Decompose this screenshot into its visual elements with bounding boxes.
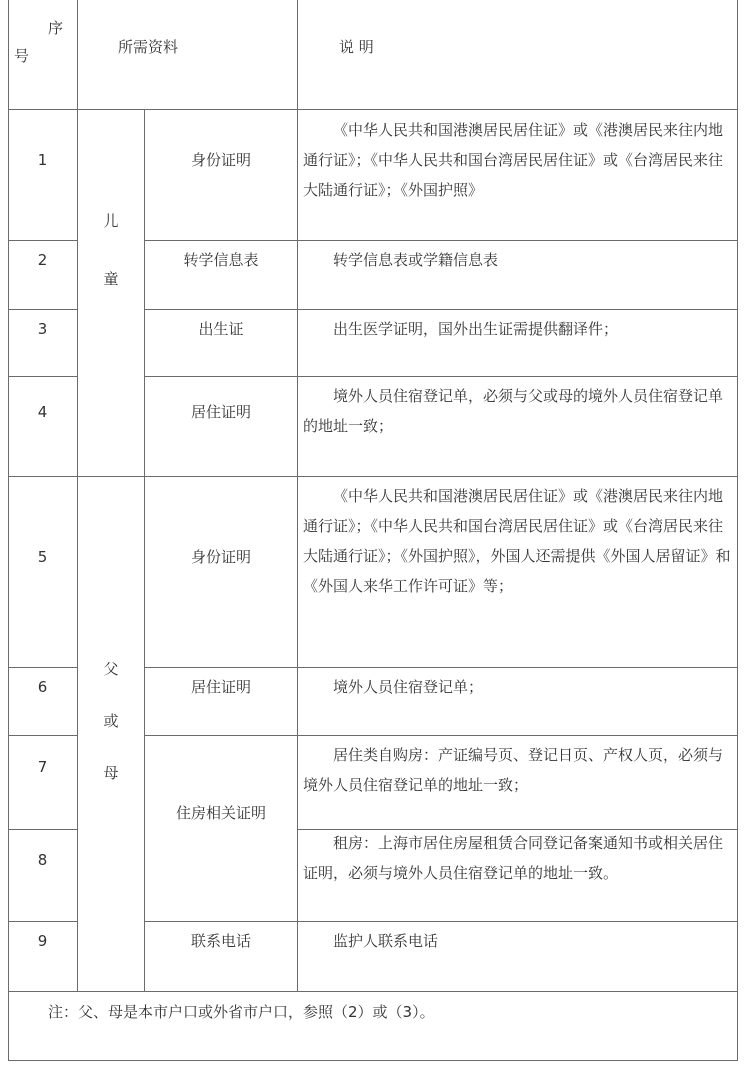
row-2-desc xyxy=(303,245,733,275)
header-seq-line1: 序 xyxy=(48,19,64,37)
group-child xyxy=(78,206,144,294)
row-2-item: 转学信息表 xyxy=(183,251,259,269)
housing-item: 住房相关证明 xyxy=(175,804,266,822)
row-3-item: 出生证 xyxy=(198,320,244,338)
row-7-num: 7 xyxy=(37,758,48,776)
header-seq-line2: 号 xyxy=(14,47,30,65)
row-4-item: 居住证明 xyxy=(190,403,251,421)
row-9-desc xyxy=(303,926,733,956)
row-5-item: 身份证明 xyxy=(190,548,251,566)
row-3-desc xyxy=(303,314,733,344)
row-6-item: 居住证明 xyxy=(190,678,251,696)
row-6-num: 6 xyxy=(37,678,48,696)
row-1-desc-text: 《中华人民共和国港澳居民居住证》或《港澳居民来往内地通行证》；《中华人民共和国台湾居民居住证》或《台湾居民来往大陆通行证》；《外国护照》 xyxy=(303,121,724,199)
header-seq xyxy=(8,14,77,104)
row-3-num: 3 xyxy=(37,320,48,338)
row-9-item: 联系电话 xyxy=(190,932,251,950)
footnote: 注：父、母是本市户口或外省市户口，参照（2）或（3）。 xyxy=(48,1003,435,1021)
header-materials: 所需资料 xyxy=(118,38,179,56)
row-7-desc-text: 居住类自购房：产证编号页、登记日页、产权人页，必须与境外人员住宿登记单的地址一致； xyxy=(303,746,724,794)
row-8-desc-text: 租房：上海市居住房屋租赁合同登记备案通知书或相关居住证明，必须与境外人员住宿登记单的地址一致。 xyxy=(303,834,724,882)
group-parent xyxy=(78,654,144,788)
row-9-num: 9 xyxy=(37,932,48,950)
row-5-desc xyxy=(303,481,733,601)
group-parent-char-2: 或 xyxy=(103,712,119,730)
header-description: 说 明 xyxy=(339,38,374,56)
group-child-char-1: 儿 xyxy=(103,212,119,230)
group-parent-char-3: 母 xyxy=(103,764,119,782)
row-2-desc-text: 转学信息表或学籍信息表 xyxy=(333,251,499,269)
group-child-char-2: 童 xyxy=(103,270,119,288)
row-3-desc-text: 出生医学证明，国外出生证需提供翻译件； xyxy=(333,320,619,338)
row-7-desc xyxy=(303,740,733,800)
row-9-desc-text: 监护人联系电话 xyxy=(333,932,439,950)
row-1-item: 身份证明 xyxy=(190,151,251,169)
row-1-desc xyxy=(303,115,733,205)
row-4-desc-text: 境外人员住宿登记单，必须与父或母的境外人员住宿登记单的地址一致； xyxy=(303,387,724,435)
row-5-num: 5 xyxy=(37,548,48,566)
group-parent-char-1: 父 xyxy=(103,660,119,678)
row-8-num: 8 xyxy=(37,851,48,869)
row-8-desc xyxy=(303,828,733,888)
row-4-desc xyxy=(303,381,733,441)
row-6-desc-text: 境外人员住宿登记单； xyxy=(333,678,484,696)
row-6-desc xyxy=(303,672,733,702)
row-1-num: 1 xyxy=(37,151,48,169)
row-5-desc-text: 《中华人民共和国港澳居民居住证》或《港澳居民来往内地通行证》；《中华人民共和国台湾居民居住证》或《台湾居民来往大陆通行证》；《外国护照》，外国人还需提供《外国人居留证》和《外国人来华工作许可证》等； xyxy=(303,487,731,595)
row-2-num: 2 xyxy=(37,251,48,269)
row-4-num: 4 xyxy=(37,403,48,421)
